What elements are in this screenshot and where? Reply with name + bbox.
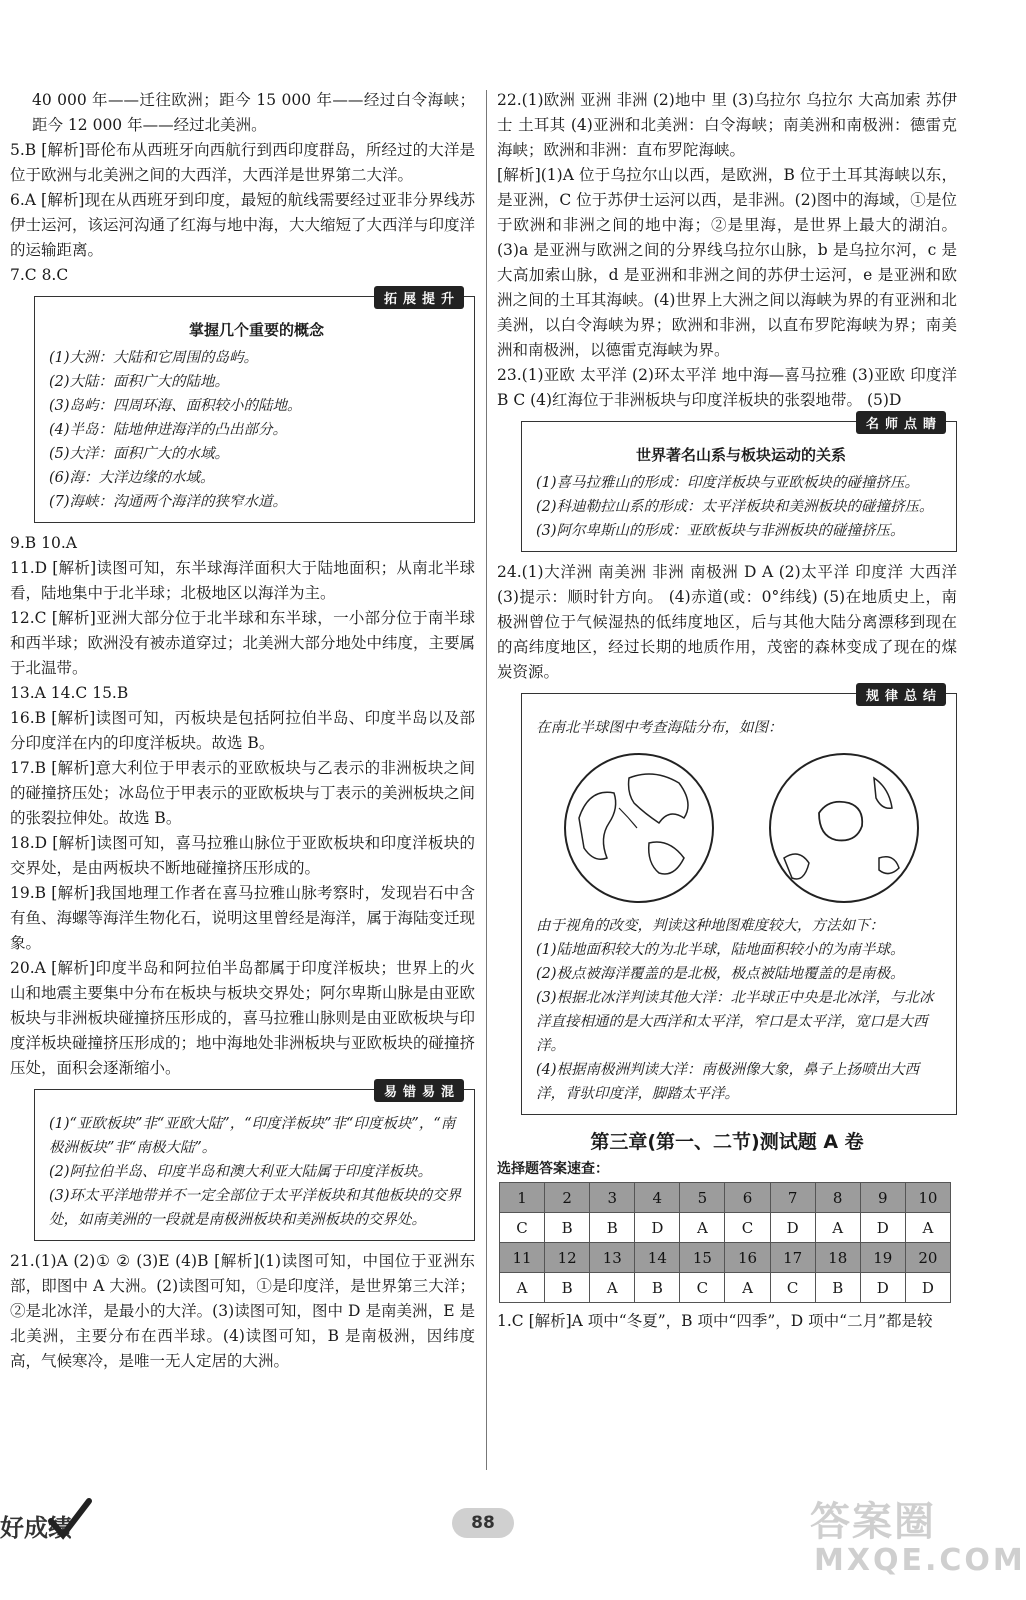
question-number: 1 xyxy=(500,1183,545,1213)
answer-17: 17.B [解析]意大利位于甲表示的亚欧板块与乙表示的非洲板块之间的碰撞挤压处；冰岛位于甲表示的亚欧板块与丁表示的美洲板块之间的张裂拉伸处。故选 B。 xyxy=(10,759,476,827)
answer-20: 20.A [解析]印度半岛和阿拉伯半岛都属于印度洋板块；世界上的火山和地震主要集中分布在板块与板块交界处；阿尔卑斯山脉是由亚欧板块与非洲板块碰撞挤压形成的，喜马拉雅山脉则是由亚欧板块与印度洋板块碰撞挤压形成的；地中海地处非洲板块与亚欧板块的碰撞挤压处，面积会逐渐缩小。 xyxy=(10,959,476,1077)
question-number: 6 xyxy=(725,1183,770,1213)
summary-box xyxy=(521,689,957,1115)
question-number: 10 xyxy=(905,1183,950,1213)
answer-cell: B xyxy=(815,1273,860,1303)
error-prone-line: (2)阿拉伯半岛、印度半岛和澳大利亚大陆属于印度洋板块。 xyxy=(49,1164,433,1180)
watermark-title: 答案圈 xyxy=(810,1499,936,1545)
answer-24: 24.(1)大洋洲 南美洲 非洲 南极洲 D A (2)太平洋 印度洋 大西洋 (3)提示：顺时针方向。 (4)赤道(或：0°纬线) (5)在地质史上，南极洲曾位于气候湿热的低纬度地区，后与其他大陆分离漂移到现在的高纬度地区，经过长期的地质作用，茂密的森林变成了现在的煤炭资源。 xyxy=(497,563,957,681)
question-number: 16 xyxy=(725,1243,770,1273)
south-hemisphere-map xyxy=(764,748,924,908)
question-number: 20 xyxy=(905,1243,950,1273)
answer-6: 6.A [解析]现在从西班牙到印度，最短的航线需要经过亚非分界线苏伊士运河，该运河沟通了红海与地中海，大大缩短了大西洋与印度洋的运输距离。 xyxy=(10,191,476,259)
question-number: 12 xyxy=(545,1243,590,1273)
answer-continuation: 40 000 年——迁往欧洲；距今 15 000 年——经过白令海峡；距今 12 000 年——经过北美洲。 xyxy=(32,91,475,134)
answer-cell: B xyxy=(545,1273,590,1303)
question-number: 14 xyxy=(635,1243,680,1273)
chapter-title: 第三章(第一、二节)测试题 A 卷 xyxy=(590,1131,864,1153)
answer-23: 23.(1)亚欧 太平洋 (2)环太平洋 地中海—喜马拉雅 (3)亚欧 印度洋 B C (4)红海位于非洲板块与印度洋板块的张裂地带。 (5)D xyxy=(497,366,957,409)
answer-table-title: 选择题答案速查： xyxy=(497,1161,609,1177)
error-prone-badge: 易错易混 xyxy=(374,1079,464,1102)
question-number: 11 xyxy=(500,1243,545,1273)
watermark-url: MXQE.COM xyxy=(814,1543,1026,1578)
concept-line: (3)岛屿：四周环海、面积较小的陆地。 xyxy=(49,398,302,414)
answer-5: 5.B [解析]哥伦布从西班牙向西航行到西印度群岛，所经过的大洋是位于欧洲与北美洲之间的大西洋，大西洋是世界第二大洋。 xyxy=(10,141,475,184)
question-number: 4 xyxy=(635,1183,680,1213)
summary-intro: 在南北半球图中考查海陆分布，如图： xyxy=(536,720,783,736)
left-column xyxy=(10,88,475,1374)
answer-16: 16.B [解析]读图可知，丙板块是包括阿拉伯半岛、印度半岛以及部分印度洋在内的印度洋板块。故选 B。 xyxy=(10,709,475,752)
question-number: 8 xyxy=(815,1183,860,1213)
error-prone-line: (1)“亚欧板块”非“亚欧大陆”，“印度洋板块”非“印度板块”，“南极洲板块”非“南极大陆”。 xyxy=(49,1116,456,1156)
concept-line: (5)大洋：面积广大的水域。 xyxy=(49,446,230,462)
teacher-tip-title: 世界著名山系与板块运动的关系 xyxy=(635,446,846,464)
answer-table-number-row xyxy=(500,1243,951,1273)
question-number: 9 xyxy=(860,1183,905,1213)
question-number: 7 xyxy=(770,1183,815,1213)
summary-line: (1)陆地面积较大的为北半球，陆地面积较小的为南半球。 xyxy=(536,942,905,958)
right-column xyxy=(497,88,957,1334)
answer-19: 19.B [解析]我国地理工作者在喜马拉雅山脉考察时，发现岩石中含有鱼、海螺等海洋生物化石，说明这里曾经是海洋，属于海陆变迁现象。 xyxy=(10,884,476,952)
teacher-tip-box xyxy=(521,417,957,552)
north-hemisphere-map xyxy=(559,748,719,908)
answer-table-number-row xyxy=(500,1183,951,1213)
answer-cell: C xyxy=(725,1213,770,1243)
answer-cell: B xyxy=(590,1213,635,1243)
answer-21: 21.(1)A (2)① ② (3)E (4)B [解析](1)读图可知，中国位于亚洲东部，即图中 A 大洲。(2)读图可知，①是印度洋，是世界第三大洋；②是北冰洋，是最小的大洋。(3)读图可知，图中 D 是南美洲，E 是北美洲，主要分布在西半球。(4)读图可知，B 是南极洲，因纬度高，气候寒冷，是唯一无人定居的大洲。 xyxy=(10,1252,475,1370)
concept-line: (1)大洲：大陆和它周围的岛屿。 xyxy=(49,350,259,366)
question-number: 3 xyxy=(590,1183,635,1213)
question-number: 13 xyxy=(590,1243,635,1273)
extension-box xyxy=(34,292,475,523)
extension-title: 掌握几个重要的概念 xyxy=(188,321,324,339)
answer-cell: A xyxy=(680,1213,725,1243)
answer-cell: C xyxy=(500,1213,545,1243)
teacher-tip-badge: 名师点睛 xyxy=(856,411,946,434)
answer-cell: D xyxy=(770,1213,815,1243)
answer-cell: A xyxy=(905,1213,950,1243)
answer-22-explanation: [解析](1)A 位于乌拉尔山以西，是欧洲，B 位于土耳其海峡以东，是亚洲，C 位于苏伊士运河以西，是非洲。(2)图中的海域，①是位于欧洲和非洲之间的地中海；②是里海，是世界上最大的湖泊。(3)a 是亚洲与欧洲之间的分界线乌拉尔山脉，b 是乌拉尔河，c 是大高加索山脉，d 是亚洲和非洲之间的苏伊士运河，e 是亚洲和欧洲之间的土耳其海峡。(4)世界上大洲之间以海峡为界的有亚洲和北美洲，以白令海峡为界；欧洲和非洲，以直布罗陀海峡为界；南美洲和南极洲，以德雷克海峡为界。 xyxy=(497,166,957,359)
concept-line: (4)半岛：陆地伸进海洋的凸出部分。 xyxy=(49,422,288,438)
concept-line: (6)海：大洋边缘的水域。 xyxy=(49,470,215,486)
summary-line: 由于视角的改变，判读这种地图难度较大，方法如下： xyxy=(536,918,884,934)
answer-cell: A xyxy=(590,1273,635,1303)
error-prone-box xyxy=(34,1085,475,1241)
answer-cell: C xyxy=(770,1273,815,1303)
answer-cell: A xyxy=(815,1213,860,1243)
answer-table-answer-row xyxy=(500,1213,951,1243)
brand-label: 好成绩 xyxy=(0,1514,72,1542)
extension-badge: 拓展提升 xyxy=(374,286,464,309)
question-number: 19 xyxy=(860,1243,905,1273)
concept-line: (2)大陆：面积广大的陆地。 xyxy=(49,374,230,390)
checkmark-icon xyxy=(45,1495,93,1543)
answer-cell: C xyxy=(680,1273,725,1303)
concept-line: (7)海峡：沟通两个海洋的狭窄水道。 xyxy=(49,494,288,510)
question-number: 2 xyxy=(545,1183,590,1213)
watermark xyxy=(810,1500,1026,1578)
answer-cell: D xyxy=(635,1213,680,1243)
answer-9-10: 9.B 10.A xyxy=(10,534,77,552)
answer-12: 12.C [解析]亚洲大部分位于北半球和东半球，一小部分位于南半球和西半球；欧洲没有被赤道穿过；北美洲大部分地处中纬度，主要属于北温带。 xyxy=(10,609,476,677)
hemisphere-maps xyxy=(536,748,946,908)
answer-cell: D xyxy=(860,1213,905,1243)
teacher-tip-line: (1)喜马拉雅山的形成：印度洋板块与亚欧板块的碰撞挤压。 xyxy=(536,475,920,491)
answer-table-answer-row xyxy=(500,1273,951,1303)
error-prone-line: (3)环太平洋地带并不一定全部位于太平洋板块和其他板块的交界处，如南美洲的一段就是南极洲板块和美洲板块的交界处。 xyxy=(49,1188,462,1228)
answer-cell: A xyxy=(500,1273,545,1303)
answer-cell: B xyxy=(545,1213,590,1243)
page-number: 88 xyxy=(452,1508,514,1538)
teacher-tip-line: (2)科迪勒拉山系的形成：太平洋板块和美洲板块的碰撞挤压。 xyxy=(536,499,934,515)
summary-line: (3)根据北冰洋判读其他大洋：北半球正中央是北冰洋，与北冰洋直接相通的是大西洋和太平洋，窄口是太平洋，宽口是大西洋。 xyxy=(536,990,934,1054)
question-number: 15 xyxy=(680,1243,725,1273)
answer-cell: D xyxy=(860,1273,905,1303)
answer-11: 11.D [解析]读图可知，东半球海洋面积大于陆地面积；从南北半球看，陆地集中于北半球；北极地区以海洋为主。 xyxy=(10,559,475,602)
answer-cell: B xyxy=(635,1273,680,1303)
question-number: 18 xyxy=(815,1243,860,1273)
answer-cell: A xyxy=(725,1273,770,1303)
question-number: 5 xyxy=(680,1183,725,1213)
answer-13-15: 13.A 14.C 15.B xyxy=(10,684,129,702)
answer-cell: D xyxy=(905,1273,950,1303)
summary-line: (2)极点被海洋覆盖的是北极，极点被陆地覆盖的是南极。 xyxy=(536,966,905,982)
answer-22: 22.(1)欧洲 亚洲 非洲 (2)地中 里 (3)乌拉尔 乌拉尔 大高加索 苏伊士 土耳其 (4)亚洲和北美洲：白令海峡；南美洲和南极洲：德雷克海峡；欧洲和非洲：直布罗陀海峡。 xyxy=(497,91,957,159)
answer-7-8: 7.C 8.C xyxy=(10,266,69,284)
answer-18: 18.D [解析]读图可知，喜马拉雅山脉位于亚欧板块和印度洋板块的交界处，是由两板块不断地碰撞挤压形成的。 xyxy=(10,834,475,877)
summary-badge: 规律总结 xyxy=(856,683,946,706)
column-divider xyxy=(486,90,487,1470)
teacher-tip-line: (3)阿尔卑斯山的形成：亚欧板块与非洲板块的碰撞挤压。 xyxy=(536,523,905,539)
question-number: 17 xyxy=(770,1243,815,1273)
test-answer-1: 1.C [解析]A 项中“冬夏”，B 项中“四季”，D 项中“二月”都是较 xyxy=(497,1312,933,1330)
answer-table xyxy=(499,1182,951,1303)
summary-line: (4)根据南极洲判读大洋：南极洲像大象，鼻子上扬喷出大西洋，背驮印度洋，脚踏太平洋。 xyxy=(536,1062,920,1102)
